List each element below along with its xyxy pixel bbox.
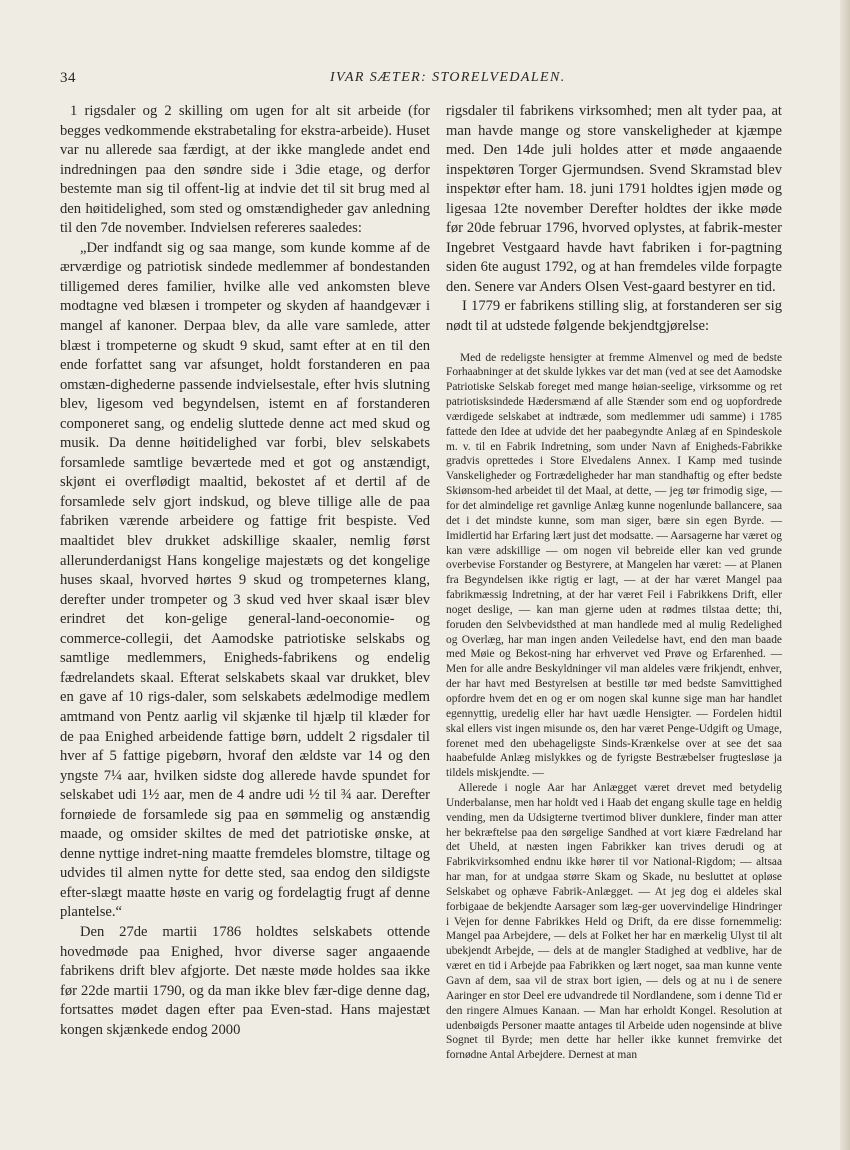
- right-paragraph-1: rigsdaler til fabrikens virksomhed; men alt tyder paa, at man havde mange og store vanskeligheder at kjæmpe med. Den 14de juli holdes atter et møde angaaende inspektøren Torger Gjermundsen. Svend Skramstad blev inspektør efter ham. 18. juni 1791 holdtes igjen møde og ligesaa 12te november Derefter holdtes der ikke møde før 20de februar 1796, hvorved oplystes, at fabrik-mester Ingebret Vestgaard havde havt fabriken i for-pagtning siden 6te august 1792, og at han fremdeles vilde forpagte den. Senere var Anders Olsen Vest-gaard bestyrer en tid.: [446, 103, 782, 295]
- page-edge: [840, 0, 850, 1150]
- left-column: [60, 102, 430, 1040]
- right-paragraph-2: I 1779 er fabrikens stilling slig, at forstanderen ser sig nødt til at udstede følgende bekjendtgjørelse:: [446, 298, 782, 335]
- left-paragraph-1: 1 rigsdaler og 2 skilling om ugen for alt sit arbeide (for begges vedkommende ekstrabetaling for ekstra-arbeide). Huset var nu allerede saa færdigt, at der ikke manglede andet end indredningen paa den søndre side i 3die etage, og derfor bestemte man sig til offent-lig at indvie det til sit brug med al den høitidelighed, som sted og omstændigheder gav anledning til den 7de november. Indvielsen refereres saaledes:: [60, 103, 430, 237]
- left-paragraph-2: „Der indfandt sig og saa mange, som kunde komme af de ærværdige og patriotisk sindede medlemmer af bondestanden tilligemed deres familier, hvilke alle ved ankomsten bleve modtagne ved blæsen i trompeter og skyden af haandgevær i mangel af kanoner. Derpaa blev, da alle vare samlede, atter blæst i trompeterne og skudt 9 skud, samt efter at en til den ende forfattet sang var afsunget, holdt forstanderen en paa omstæn-dighederne passende indvielsestale, efter hvis slutning blev, ligesom ved begyndelsen, istemt en af forstanderen componeret sang, og endelig sluttede denne act med skud og musik. Da denne høitidelighed var forbi, blev selskabets forsamlede samtlige beværtede med et got og anstændigt, skjønt ei overflødigt maaltid, bekostet af et dertil af de forsamlede selv gjort indskud, og bleve tillige alle de paa fabriken værende arbeidere og fattige frit bespiste. Ved maaltidet blev drukket adskillige skaaler, nemlig først allerunderdanigst Hans kongelige majestæts og det kongelige huses skaal, hvorved hørtes 9 skud og trompeternes klang, derefter under trompeter og 3 skud ved hver skaal især blev erindret det kon-gelige general-land-oeconomie- og commerce-collegii, det Aamodske patriotiske selskabs og samtlige medlemmers, Enigheds-fabrikens og endelig fædrelandets skaal. Efterat selskabets skaal var drukket, blev en gave af 10 rigs-daler, som selskabets ædelmodige medlem amtmand von Pentz aarlig vil skjænke til hjælp til klæder for de paa Enighed arbeidende fattige børn, uddelt 2 rigsdaler til hver af 5 fattige pigebørn, hvoraf den ældste var 14 og den yngste 7¼ aar, hvilken sidste dog allerede havde spundet for selskabet udi 1½ aar, men de 4 andre udi ½ til ¾ aar. Derefter fornøiede de forsamlede sig paa en sømmelig og anstændig maade, og omsider skiltes de med det patriotiske ønske, at denne nyttige indret-ning maatte fremdeles blomstre, tiltage og udvides til almen nytte for dette sted, saa endog den sildigste efter-slægt maatte høste en varig og fordelagtig frugt af denne plantelse.“: [60, 239, 430, 921]
- quote-paragraph-1: Med de redeligste hensigter at fremme Almenvel og med de bedste Forhaabninger at det skulde lykkes var det man (ved at see det Aamodske Patriotiske Selskab foreget med mange høian-seelige, virksomme og ret patriotisksindede Hædersmænd af alle Stænder som end og uopfordrede værdigede selskabet at indtræde, som medlemmer udi samme) i 1785 fattede den Idee at udvide det her paabegyndte Anlæg af en Spindeskole m. v. til en Fabrik Indretning, som under Navn af Enigheds-Fabrikke gradvis oprettedes i Store Elvedalens Annex. I Kamp med tusinde Vanskeligheder og Fortrædeligheder har man standhaftig og efter bedste Skiønsom-hed arbeidet til det Maal, at dette, — jeg tør frimodig sige, — for det almindelige ret gavnlige Anlæg kunne nogenlunde ballancere, saa det i det mindste kunne, som man siger, bære sin egen Byrde. — Imidlertid har Erfaring lært just det modsatte. — Aarsagerne har været og kan være adskillige — om nogen vil bebreide eller kan ved grunde overbevise Forstander og Bestyrere, at Mangelen har været: — at Planen fra Begyndelsen ikke rigtig er lagt, — at der har været Mangel paa fabrikmæssig Indretning, at der har været Feil i Fabrikkens Drift, eller noget deslige, — kan man gjerne uden at rødmes tilstaa dette; thi, foruden den Selvbevidsthed at man handlede med al mulig Redelighed og Overlæg, har man ingen anden Veiledelse havt, end den man baade med Møie og Bekost-ning har erhvervet ved Prøve og Erfarenhed. — Men for alle andre Beskyldninger vil man aldeles være frikjendt, enhver, der har havt med Bestyrelsen at bestille tør med bedste Samvittighed opfordre hvem det en og er om nogen skal kunne sige man har handlet egennyttig, uredelig eller har havt uædle Hensigter. — Fordelen hidtil skal ellers vist ingen misunde os, den har været Penge-Udgift og Umage, forenet med den ubehageligste Sinds-Krænkelse over at see det saa haabefulde Anlæg mislykkes og de fyrigste Bestræbelser frugtesløse ja tildels miskjendte. —: [446, 351, 782, 780]
- right-column: [446, 102, 782, 1063]
- page-number: 34: [60, 70, 76, 86]
- quote-paragraph-2: Allerede i nogle Aar har Anlægget været drevet med betydelig Underbalanse, men har holdt ved i Haab det engang skulle tage en heldig vending, men da Udsigterne tvertimod bliver dunklere, finder man atter her bekræftelse paa den sørgelige Sandhed at vort kiære Fædreland har det Uheld, at næsten ingen Fabrikker kan trives derudi og at Fabrikvirksomhed endnu ikke hører til vor National-Rigdom; — altsaa har man, for at undgaa større Skam og Skade, nu besluttet at opløse Selskabet og ophæve Fabrik-Anlægget. — At jeg dog ei aldeles skal forbigaae de bekjendte Aarsager som læg-ger uovervindelige Hindringer i Vejen for denne Fabrikkes Held og Drift, da ere disse fornemmelig: Mangel paa Arbejdere, — dels at Folket her har en mærkelig Ulyst til alt ubekjendt Arbejde, — dels at de mangler Stadighed at vedblive, har de været en tid i Arbejde paa Fabrikken og lært noget, saa man kunne vente Gavn af dem, saa vil de strax bort igien, — dels og at nu i de senere Aaringer en stor Deel ere udvandrede til Nordlandene, som i denne Tid er den ringere Almues Kanaan. — Man har erholdt Kongel. Resolution at udenbøigds Personer maatte antages til Arbeide uden nogensinde at blive Sognet til Byrde; men dette har heller ikke kunnet fremvirke det fornødne Antal Arbejdere. Dernest at man: [446, 782, 782, 1062]
- right-body-text: [446, 102, 782, 337]
- quoted-announcement: [446, 351, 782, 1064]
- page-header: [60, 70, 780, 92]
- running-head: IVAR SÆTER: STORELVEDALEN.: [330, 70, 566, 85]
- left-paragraph-3: Den 27de martii 1786 holdtes selskabets ottende hovedmøde paa Enighed, hvor diverse sager angaaende fabrikens drift blev afgjorte. Det næste møde holdes saa ikke før 22de martii 1790, og da man ikke blev fær-dige denne dag, fortsattes mødet dagen efter paa Even-stad. Hans majestæt kongen skjænkede endog 2000: [60, 923, 430, 1038]
